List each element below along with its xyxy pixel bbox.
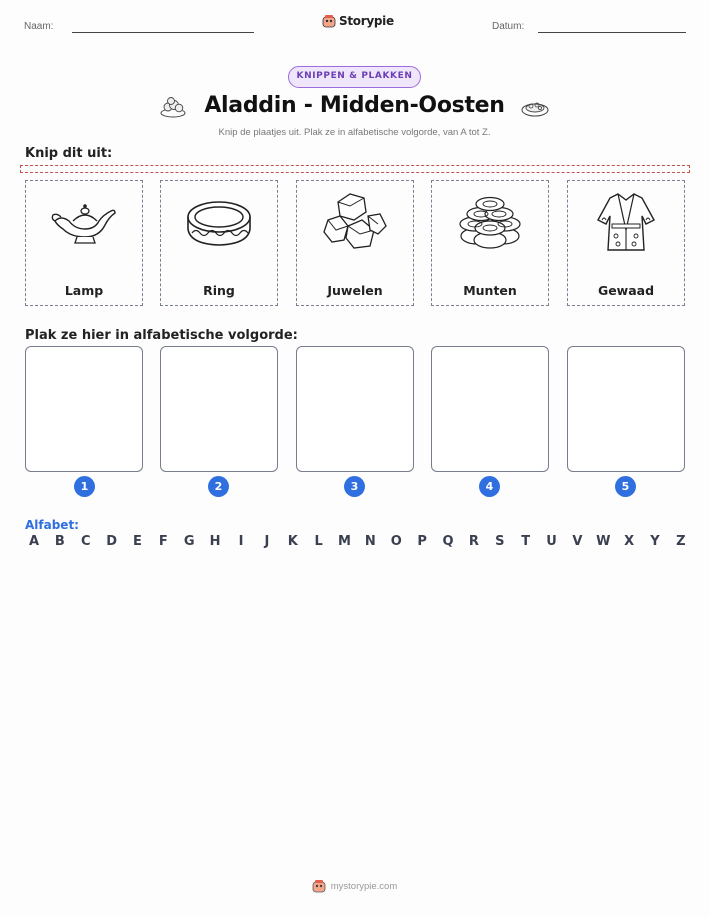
activity-badge: KNIPPEN & PLAKKEN [288,66,421,88]
cut-card-robe[interactable] [567,180,685,306]
alphabet-letter: S [495,534,505,549]
cut-line [20,165,690,173]
name-label: Naam: [24,21,54,32]
alphabet-letter: K [287,534,298,549]
storypie-logo-icon [322,14,336,28]
card-label: Juwelen [327,283,383,298]
slot-number: 1 [74,476,95,497]
dish-icon [520,95,550,119]
slot-number: 5 [615,476,636,497]
paste-slot-3[interactable] [296,346,414,472]
ring-icon [184,195,254,249]
alphabet-letter: H [209,534,221,549]
storypie-logo-icon [312,879,326,893]
alphabet-letter: V [572,534,583,549]
alphabet-letter: P [417,534,427,549]
paste-slot-4[interactable] [431,346,549,472]
header-bar [0,14,709,40]
card-label: Gewaad [597,283,655,298]
alphabet-letter: O [390,534,402,549]
paste-slot-2[interactable] [160,346,278,472]
paste-heading: Plak ze hier in alfabetische volgorde: [25,328,298,343]
cut-card-jewels[interactable] [296,180,414,306]
alphabet-letter: R [468,534,479,549]
slot-number: 3 [344,476,365,497]
alphabet-letter: T [521,534,531,549]
alphabet-letter: W [596,534,611,549]
card-label: Ring [203,283,235,298]
alphabet-letter: M [338,534,351,549]
paste-slot-5[interactable] [567,346,685,472]
alphabet-letter: I [238,534,244,549]
alphabet-letter: L [314,534,323,549]
date-label: Datum: [492,21,525,32]
alphabet-row [25,534,690,549]
alphabet-letter: Y [650,534,660,549]
alphabet-letter: C [80,534,91,549]
alphabet-letter: F [158,534,168,549]
cut-card-coins[interactable] [431,180,549,306]
alphabet-letter: D [106,534,118,549]
slot-number: 4 [479,476,500,497]
name-line [72,32,254,33]
alphabet-letter: B [54,534,65,549]
alphabet-letter: Q [442,534,454,549]
cut-card-ring[interactable] [160,180,278,306]
date-line [538,32,686,33]
brand [322,14,394,28]
alphabet-letter: A [28,534,40,549]
cut-heading: Knip dit uit: [25,146,113,161]
coins-icon [455,192,525,252]
jewels-icon [320,190,390,254]
slot-number: 2 [208,476,229,497]
paste-slot-1[interactable] [25,346,143,472]
page-title: Aladdin - Midden-Oosten [204,93,505,118]
brand-name: Storypie [339,14,394,28]
lamp-icon [49,195,119,249]
card-label: Lamp [64,283,104,298]
footer-link[interactable]: mystorypie.com [330,880,398,892]
alphabet-letter: X [624,534,635,549]
cut-card-lamp[interactable] [25,180,143,306]
alphabet-letter: G [183,534,195,549]
alphabet-letter: J [264,534,270,549]
robe-icon [596,190,656,254]
instructions: Knip de plaatjes uit. Plak ze in alfabetische volgorde, van A tot Z. [218,127,491,138]
footer [0,879,709,893]
alphabet-letter: U [546,534,557,549]
alphabet-heading: Alfabet: [25,518,79,532]
card-label: Munten [463,283,517,298]
alphabet-letter: N [364,534,376,549]
alphabet-letter: E [133,534,142,549]
alphabet-letter: Z [676,534,686,549]
